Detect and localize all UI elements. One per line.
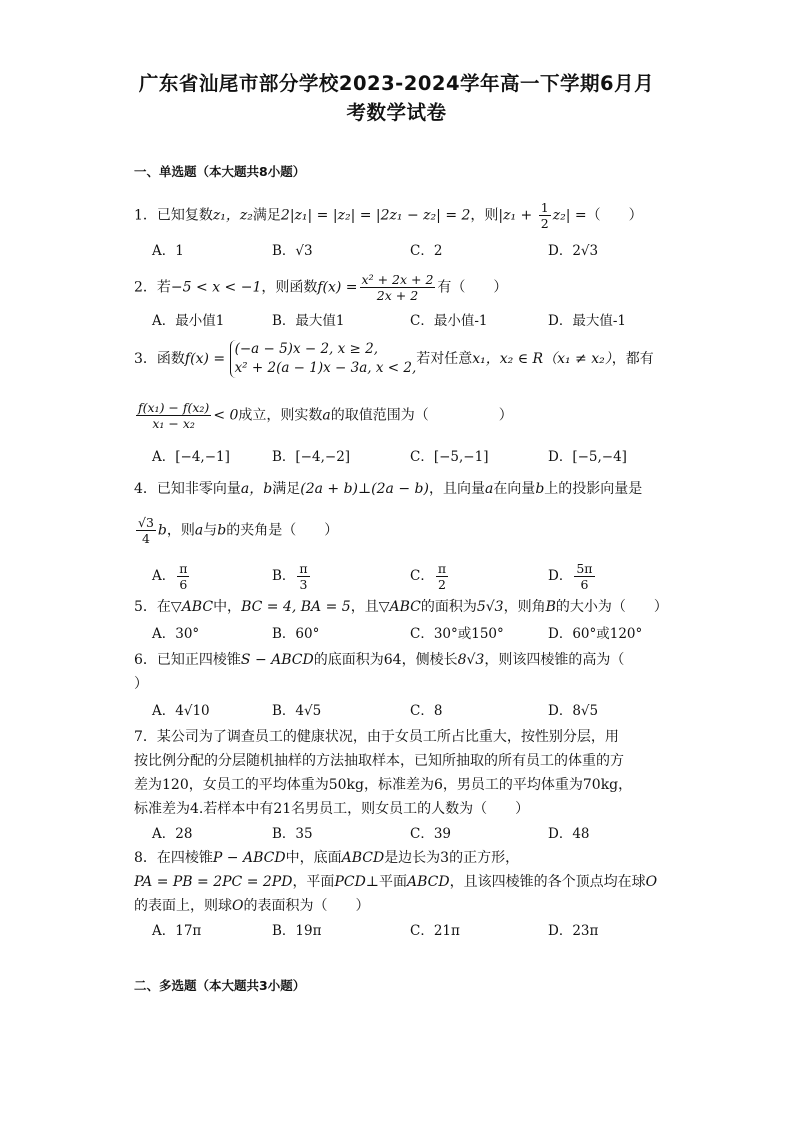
q1-text: ，则	[470, 207, 499, 224]
question-6-stem	[134, 650, 624, 670]
q4-vec-a: a	[194, 522, 204, 539]
question-4-stem	[134, 479, 642, 499]
q4-text: 上的投影向量是	[544, 481, 643, 497]
q8-text: ，平面	[292, 874, 335, 890]
q4-vec-b: b	[535, 481, 545, 497]
q5-option-a[interactable]: A．30°	[152, 626, 200, 642]
q3-inequality-fraction: $\frac{\text{f(x₁) − f(x₂)}}{\text{x₁ − x₂}}$	[138, 400, 210, 431]
q2-text: ，则函数	[261, 279, 318, 296]
question-5-stem	[134, 597, 668, 617]
q5-text: ，且	[350, 599, 379, 615]
q7-option-c[interactable]: C．39	[410, 826, 452, 842]
q4-text: ，且向量	[428, 481, 485, 497]
q5-angle: B	[545, 599, 556, 615]
q4-text: ，则	[166, 522, 195, 539]
q4-projection-fraction: $\frac{√3}{4}$	[138, 515, 154, 546]
q6-option-d[interactable]: D．8√5	[548, 703, 599, 719]
q3-var-a: a	[322, 407, 331, 424]
q4-text: 4．已知非零向量	[134, 481, 241, 497]
q5-option-d[interactable]: D．60°或120°	[548, 626, 643, 642]
q1-option-c[interactable]: C．2	[410, 243, 443, 259]
question-6-stem-cont: ）	[134, 676, 148, 692]
q1-vars: z₁，z₂	[212, 207, 253, 224]
q2-option-a[interactable]: A．最小值1	[152, 313, 225, 329]
q4-text: 的夹角是（ ）	[226, 522, 339, 539]
exam-title-line2: 考数学试卷	[346, 101, 447, 124]
question-7-line-2: 按比例分配的分层随机抽样的方法抽取样本，已知所抽取的所有员工的体重的方	[134, 753, 624, 769]
q5-triangle: ▽ABC	[378, 599, 421, 615]
q8-text: 的表面积为（ ）	[243, 898, 370, 914]
q5-text: 中，	[213, 599, 242, 615]
q6-text: 的底面积为64，侧棱长	[313, 652, 458, 668]
q8-option-c[interactable]: C．21π	[410, 923, 460, 939]
q3-text: 3．函数	[134, 351, 185, 367]
q3-text: 的取值范围为（ ）	[330, 407, 513, 424]
q5-option-b[interactable]: B．60°	[272, 626, 320, 642]
q1-option-d[interactable]: D．2√3	[548, 243, 599, 259]
q8-text: 中，底面	[285, 850, 342, 866]
q6-option-a[interactable]: A．4√10	[152, 703, 210, 719]
section-single-choice-heading: 一、单选题（本大题共8小题）	[134, 164, 306, 179]
q4-text: 满足	[272, 481, 301, 497]
q4-option-b[interactable]: B． $\frac{\pi}{3}$	[272, 561, 308, 592]
q5-area: 5√3	[476, 599, 504, 615]
q5-triangle: ▽ABC	[170, 599, 214, 615]
q8-option-b[interactable]: B．19π	[272, 923, 322, 939]
question-8-line-3	[134, 896, 369, 916]
q4-condition: (2a + b)⊥(2a − b)	[300, 481, 429, 497]
q4-vec-b: b	[157, 522, 167, 539]
q6-text: ，则该四棱锥的高为（	[484, 652, 625, 668]
q2-range: −5 < x < −1	[170, 279, 262, 296]
q8-pyramid: P − ABCD	[212, 850, 286, 866]
q8-text: 平面	[378, 874, 407, 890]
question-8-line-2	[134, 872, 657, 892]
q5-option-c[interactable]: C．30°或150°	[410, 626, 504, 642]
question-8-line-1	[134, 848, 519, 868]
q7-option-b[interactable]: B．35	[272, 826, 313, 842]
q1-text: 1．已知复数	[134, 207, 213, 224]
exam-title-line1: 广东省汕尾市部分学校2023-2024学年高一下学期6月月	[138, 72, 655, 95]
q6-pyramid: S − ABCD	[240, 652, 314, 668]
q1-option-b[interactable]: B．√3	[272, 243, 313, 259]
q2-option-d[interactable]: D．最大值-1	[548, 313, 626, 329]
q4-text: 在向量	[493, 481, 536, 497]
q3-option-c[interactable]: C．[−5,−1]	[410, 449, 489, 465]
q6-length: 8√3	[457, 652, 485, 668]
q5-text: 的大小为（ ）	[555, 599, 668, 615]
q1-expr: |z₁ +	[498, 207, 537, 224]
q8-condition: PA = PB = 2PC = 2PD	[134, 874, 293, 890]
q1-option-a[interactable]: A．1	[152, 243, 184, 259]
q8-perp: ⊥	[365, 874, 379, 890]
q4-vectors: a，b	[240, 481, 273, 497]
q3-option-a[interactable]: A．[−4,−1]	[152, 449, 230, 465]
q6-option-b[interactable]: B．4√5	[272, 703, 322, 719]
q7-option-a[interactable]: A．28	[152, 826, 193, 842]
q4-option-c[interactable]: C． $\frac{\pi}{2}$	[410, 561, 447, 592]
q8-ball: O	[232, 898, 244, 914]
q8-option-a[interactable]: A．17π	[152, 923, 202, 939]
q3-text: 成立，则实数	[238, 407, 323, 424]
q4-vec-b: b	[217, 522, 227, 539]
q8-option-d[interactable]: D．23π	[548, 923, 599, 939]
q5-text: ，则角	[503, 599, 546, 615]
q4-option-d[interactable]: D． $\frac{5\pi}{6}$	[548, 561, 593, 592]
q5-text: 5．在	[134, 599, 171, 615]
q4-vec-a: a	[484, 481, 494, 497]
q8-plane: PCD	[334, 874, 366, 890]
q8-text: 的表面上，则球	[134, 898, 232, 914]
section-multi-choice-heading: 二、多选题（本大题共3小题）	[134, 978, 306, 993]
q3-text: 若对任意	[416, 351, 473, 367]
question-7-line-1: 7．某公司为了调查员工的健康状况，由于女员工所占比重大，按性别分层，用	[134, 729, 619, 745]
q8-plane: ABCD	[406, 874, 450, 890]
q1-text: 满足	[252, 207, 281, 224]
q6-option-c[interactable]: C．8	[410, 703, 443, 719]
question-7-line-4: 标准差为4.若样本中有21名男员工，则女员工的人数为（ ）	[134, 801, 530, 817]
q8-text: ，且该四棱锥的各个顶点均在球	[449, 874, 646, 890]
q5-text: 的面积为	[420, 599, 477, 615]
q1-expr: z₂| =	[552, 207, 587, 224]
q3-piecewise: (−a − 5)x − 2, x ≥ 2, x² + 2(a − 1)x − 3a, x < 2,	[230, 340, 417, 378]
q1-text: （ ）	[586, 207, 643, 224]
q3-function: f(x) =	[184, 351, 226, 367]
question-7-line-3: 差为120，女员工的平均体重为50kg，标准差为6，男员工的平均体重为70kg，	[134, 777, 633, 793]
q3-option-d[interactable]: D．[−5,−4]	[548, 449, 627, 465]
q2-fraction: $\frac{\text{x² + 2x + 2}}{2x + 2}$	[361, 272, 434, 303]
q3-option-b[interactable]: B．[−4,−2]	[272, 449, 351, 465]
q1-half-fraction: $\frac{1}{2}$	[540, 200, 549, 231]
q2-text: 2．若	[134, 279, 171, 296]
q7-option-d[interactable]: D．48	[548, 826, 590, 842]
question-3-stem-cont	[134, 400, 513, 431]
q8-ball: O	[645, 874, 658, 890]
q3-vars: x₁，x₂ ∈ R（x₁ ≠ x₂）	[472, 351, 612, 367]
q2-option-c[interactable]: C．最小值-1	[410, 313, 488, 329]
q2-text: 有（ ）	[437, 279, 508, 296]
q4-text: 与	[203, 522, 218, 539]
question-2-stem	[134, 272, 507, 303]
q3-ineq-rhs: < 0	[213, 407, 239, 424]
question-1-stem	[134, 200, 643, 231]
q5-condition: BC = 4, BA = 5	[241, 599, 351, 615]
q1-condition: 2|z₁| = |z₂| = |2z₁ − z₂| = 2	[280, 207, 471, 224]
q6-text: 6．已知正四棱锥	[134, 652, 241, 668]
q4-option-a[interactable]: A． $\frac{\pi}{6}$	[152, 561, 188, 592]
q8-base: ABCD	[341, 850, 385, 866]
q2-option-b[interactable]: B．最大值1	[272, 313, 345, 329]
q8-text: 8．在四棱锥	[134, 850, 213, 866]
question-3-stem	[134, 340, 654, 378]
q3-text: ，都有	[611, 351, 654, 367]
question-4-stem-cont	[134, 515, 338, 546]
q8-text: 是边长为3的正方形，	[384, 850, 520, 866]
q2-function: f(x) =	[317, 279, 358, 296]
